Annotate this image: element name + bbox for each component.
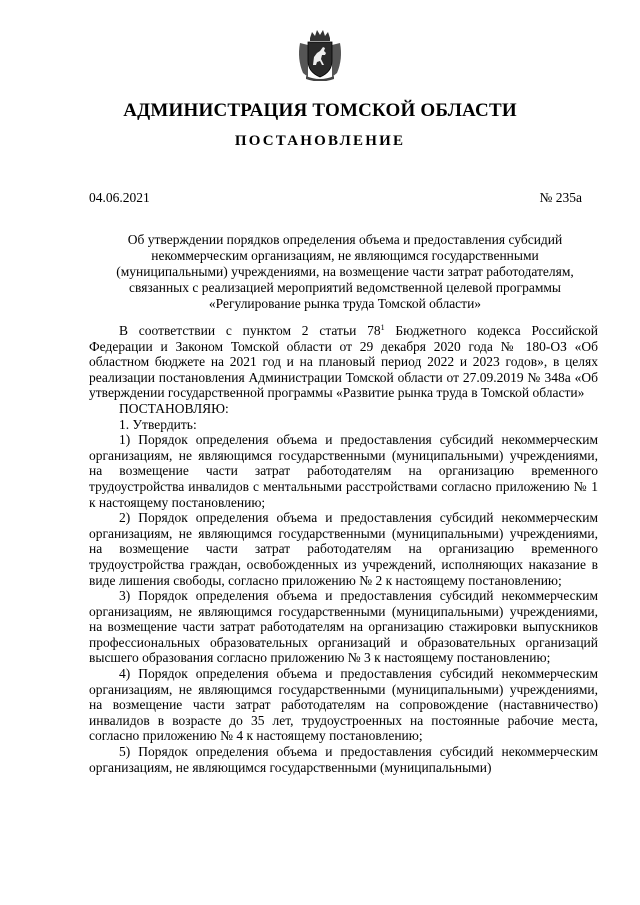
document-number: № 235а [539, 190, 582, 205]
title-line: связанных с реализацией мероприятий ведомственной целевой программы [129, 280, 561, 295]
preamble-paragraph [89, 323, 598, 401]
title-line: Об утверждении порядков определения объема и предоставления субсидий [127, 232, 563, 247]
decree-word: ПОСТАНОВЛЯЮ: [119, 400, 229, 416]
document-type: ПОСТАНОВЛЕНИЕ [234, 133, 406, 149]
title-line: некоммерческим организациям, не являющимся государственными [151, 248, 539, 263]
list-item: 1) Порядок определения объема и предоставления субсидий некоммерческим организациям, не являющимся государственными (муниципальными) учреждениями, на возмещение части затрат работодателям на организацию временного трудоустройства инвалидов с ментальными расстройствами согласно приложению № 1 к настоящему постановлению; [89, 432, 598, 510]
document-body [89, 323, 598, 775]
list-item: 4) Порядок определения объема и предоставления субсидий некоммерческим организациям, не являющимся государственными (муниципальными) учреждениями, на возмещение части затрат работодателям на сопровождение (наставничество) инвалидов в возрасте до 35 лет, трудоустроенных на постоянные рабочие места, согласно приложению № 4 к настоящему постановлению; [89, 666, 598, 744]
list-item: 3) Порядок определения объема и предоставления субсидий некоммерческим организациям, не являющимся государственными (муниципальными) учреждениями, на возмещение части затрат работодателям на организацию стажировки выпускников профессиональных образовательных организаций и образовательных организаций высшего образования согласно приложению № 3 к настоящему постановлению; [89, 588, 598, 666]
organization-name: АДМИНИСТРАЦИЯ ТОМСКОЙ ОБЛАСТИ [123, 100, 517, 121]
preamble-text-start: В соответствии с пунктом 2 статьи 78 [119, 323, 381, 338]
preamble-superscript: 1 [380, 323, 385, 332]
preamble-text-end: Бюджетного кодекса Российской Федерации и Законом Томской области от 29 декабря 2020 года № 180-ОЗ «Об областном бюджете на 2021 год и на плановый период 2022 и 2023 годов», в целях реализации постановления Администрации Томской области от 27.09.2019 № 348а «Об утверждении государственной программы «Развитие рынка труда в Томской области» [89, 323, 598, 401]
document-title [95, 232, 595, 312]
clause-1: 1. Утвердить: [119, 416, 197, 432]
tomsk-coat-of-arms-icon [297, 29, 343, 81]
document-date: 04.06.2021 [89, 190, 150, 205]
title-line: (муниципальными) учреждениями, на возмещение части затрат работодателям, [116, 264, 574, 279]
list-item: 2) Порядок определения объема и предоставления субсидий некоммерческим организациям, не являющимся государственными (муниципальными) учреждениями, на возмещение части затрат работодателям на организацию временного трудоустройства граждан, освобожденных из учреждений, исполняющих наказание в виде лишения свободы, согласно приложению № 2 к настоящему постановлению; [89, 510, 598, 588]
list-item: 5) Порядок определения объема и предоставления субсидий некоммерческим организациям, не являющимся государственными (муниципальными) [89, 744, 598, 775]
title-line: «Регулирование рынка труда Томской области» [208, 296, 482, 311]
